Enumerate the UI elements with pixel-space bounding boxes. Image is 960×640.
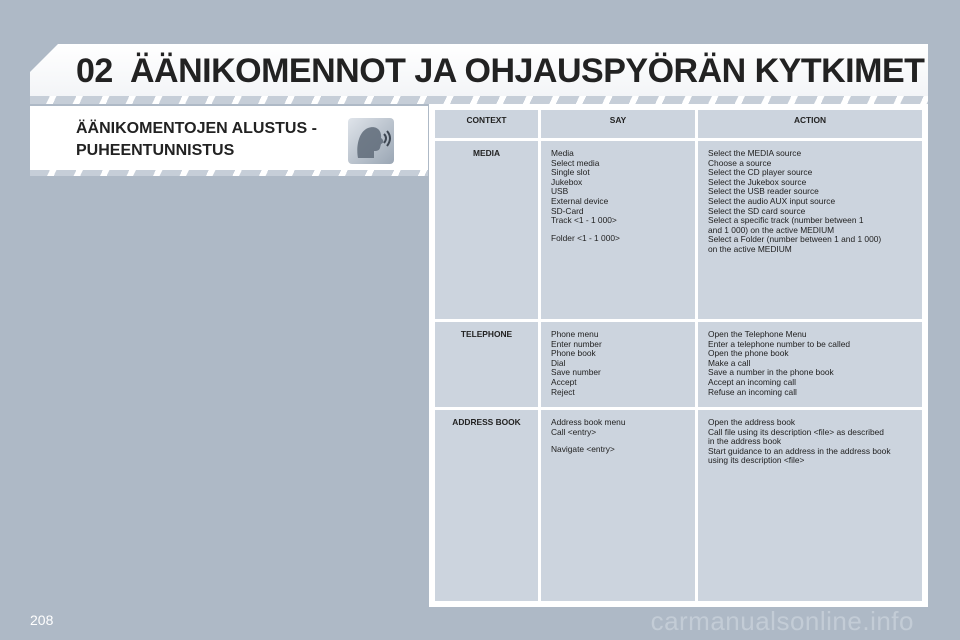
page-number: 208: [30, 612, 54, 628]
cell-line: Select a Folder (number between 1 and 1 000): [708, 234, 882, 245]
column-header-say: SAY: [541, 110, 695, 138]
cell-line: Select the SD card source: [708, 205, 806, 216]
cell-line: and 1 000) on the active MEDIUM: [708, 224, 835, 235]
cell-line: Select the MEDIA source: [708, 148, 802, 158]
cell-line: Jukebox: [551, 176, 583, 187]
cell-line: Save number: [551, 367, 601, 378]
cell-line: Dial: [551, 357, 566, 368]
command-table: [429, 104, 928, 607]
context-telephone: TELEPHONE: [435, 322, 538, 407]
cell-line: Single slot: [551, 167, 590, 178]
cell-line: Navigate <entry>: [551, 444, 615, 455]
cell-line: Enter a telephone number to be called: [708, 338, 851, 349]
column-header-context: CONTEXT: [435, 110, 538, 138]
say-address-book: [541, 410, 695, 601]
cell-line: Reject: [551, 386, 575, 397]
cell-line: Open the address book: [708, 417, 796, 427]
cell-line: Save a number in the phone book: [708, 367, 834, 378]
cell-line: Open the Telephone Menu: [708, 329, 807, 339]
cell-line: Refuse an incoming call: [708, 386, 797, 397]
cell-line: Enter number: [551, 338, 602, 349]
cell-line: Make a call: [708, 357, 751, 368]
cell-line: Media: [551, 148, 574, 158]
voice-speaking-icon: [348, 118, 394, 164]
cell-line: Folder <1 - 1 000>: [551, 232, 620, 243]
cell-line: Select the CD player source: [708, 167, 813, 178]
chapter-number: 02: [76, 52, 113, 90]
cell-line: Select the USB reader source: [708, 186, 819, 197]
action-telephone: [698, 322, 922, 407]
cell-line: Start guidance to an address in the address book: [708, 445, 891, 456]
cell-line: Choose a source: [708, 157, 772, 168]
action-address-book: [698, 410, 922, 601]
cell-line: Select the audio AUX input source: [708, 195, 836, 206]
section-heading-line-2: PUHEENTUNNISTUS: [76, 142, 235, 159]
cell-line: External device: [551, 195, 609, 206]
watermark: carmanualsonline.info: [650, 606, 914, 636]
cell-line: Phone menu: [551, 329, 599, 339]
cell-line: in the address book: [708, 436, 782, 447]
say-telephone: [541, 322, 695, 407]
cell-line: Accept an incoming call: [708, 376, 796, 387]
cell-line: Track <1 - 1 000>: [551, 215, 617, 226]
say-media: [541, 141, 695, 319]
column-header-action: ACTION: [698, 110, 922, 138]
cell-line: Call <entry>: [551, 426, 597, 437]
header-stripe: [30, 96, 928, 104]
cell-line: SD-Card: [551, 205, 584, 216]
context-media: MEDIA: [435, 141, 538, 319]
cell-line: Call file using its description <file> as described: [708, 426, 884, 437]
cell-line: Select media: [551, 157, 600, 168]
cell-line: Phone book: [551, 348, 596, 359]
action-media: [698, 141, 922, 319]
section-heading-line-1: ÄÄNIKOMENTOJEN ALUSTUS -: [76, 120, 317, 137]
section-heading: [76, 118, 346, 162]
cell-line: Select a specific track (number between 1: [708, 215, 864, 226]
cell-line: Select the Jukebox source: [708, 176, 807, 187]
cell-line: Open the phone book: [708, 348, 789, 359]
cell-line: USB: [551, 186, 569, 197]
cell-line: Accept: [551, 376, 577, 387]
context-address-book: ADDRESS BOOK: [435, 410, 538, 601]
cell-line: on the active MEDIUM: [708, 243, 792, 254]
page-title: ÄÄNIKOMENNOT JA OHJAUSPYÖRÄN KYTKIMET: [130, 52, 925, 90]
cell-line: Address book menu: [551, 417, 626, 427]
cell-line: using its description <file>: [708, 455, 805, 466]
subheader-stripe: [30, 170, 428, 176]
